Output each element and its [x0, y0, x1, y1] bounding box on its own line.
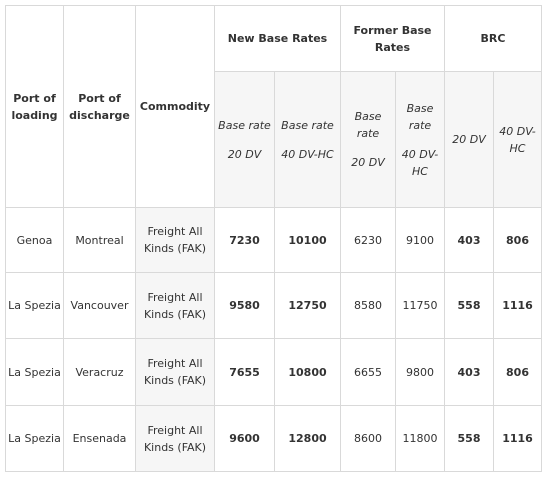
subheader-brc-40dvhc: 40 DV-HC: [494, 72, 542, 208]
cell-former-20dv: 6655: [341, 339, 396, 406]
cell-new-40dvhc: 10100: [275, 208, 341, 273]
header-port-of-loading: Port of loading: [6, 6, 64, 208]
subheader-label: Base rate: [354, 110, 382, 140]
cell-port-of-loading: La Spezia: [6, 406, 64, 472]
cell-port-of-loading: Genoa: [6, 208, 64, 273]
cell-former-20dv: 8580: [341, 273, 396, 339]
cell-port-of-loading: La Spezia: [6, 339, 64, 406]
table-row: [6, 273, 542, 339]
header-port-of-discharge: Port of discharge: [64, 6, 136, 208]
subheader-new-40dvhc: [275, 72, 341, 208]
cell-port-of-discharge: Montreal: [64, 208, 136, 273]
cell-new-20dv: 7230: [215, 208, 275, 273]
cell-brc-40dvhc: 806: [494, 339, 542, 406]
cell-new-20dv: 7655: [215, 339, 275, 406]
subheader-new-20dv: [215, 72, 275, 208]
cell-port-of-discharge: Vancouver: [64, 273, 136, 339]
cell-brc-20dv: 558: [445, 406, 494, 472]
cell-brc-20dv: 558: [445, 273, 494, 339]
cell-new-20dv: 9600: [215, 406, 275, 472]
subheader-unit: 20 DV: [351, 156, 385, 169]
subheader-label: Base rate: [218, 118, 271, 132]
cell-commodity: Freight All Kinds (FAK): [136, 406, 215, 472]
header-former-base-rates: Former Base Rates: [341, 6, 445, 72]
cell-former-40dvhc: 11800: [396, 406, 445, 472]
table-row: [6, 339, 542, 406]
cell-new-40dvhc: 12800: [275, 406, 341, 472]
header-row-top: [6, 6, 542, 72]
cell-brc-20dv: 403: [445, 339, 494, 406]
cell-port-of-discharge: Veracruz: [64, 339, 136, 406]
cell-new-40dvhc: 12750: [275, 273, 341, 339]
cell-brc-40dvhc: 1116: [494, 273, 542, 339]
cell-commodity: Freight All Kinds (FAK): [136, 208, 215, 273]
cell-commodity: Freight All Kinds (FAK): [136, 273, 215, 339]
cell-former-40dvhc: 11750: [396, 273, 445, 339]
cell-port-of-discharge: Ensenada: [64, 406, 136, 472]
subheader-label: Base rate: [281, 118, 334, 132]
subheader-former-40dvhc: [396, 72, 445, 208]
header-new-base-rates: New Base Rates: [215, 6, 341, 72]
cell-brc-40dvhc: 1116: [494, 406, 542, 472]
subheader-unit: 40 DV-HC: [281, 147, 334, 161]
cell-former-40dvhc: 9100: [396, 208, 445, 273]
cell-port-of-loading: La Spezia: [6, 273, 64, 339]
subheader-unit: 20 DV: [227, 147, 262, 161]
cell-commodity: Freight All Kinds (FAK): [136, 339, 215, 406]
cell-new-20dv: 9580: [215, 273, 275, 339]
table-row: [6, 406, 542, 472]
header-brc: BRC: [445, 6, 542, 72]
cell-brc-40dvhc: 806: [494, 208, 542, 273]
cell-new-40dvhc: 10800: [275, 339, 341, 406]
cell-former-40dvhc: 9800: [396, 339, 445, 406]
header-commodity: Commodity: [136, 6, 215, 208]
subheader-unit: 40 DV-HC: [401, 147, 439, 178]
subheader-former-20dv: [341, 72, 396, 208]
cell-former-20dv: 8600: [341, 406, 396, 472]
table-row: [6, 208, 542, 273]
cell-brc-20dv: 403: [445, 208, 494, 273]
subheader-brc-20dv: 20 DV: [445, 72, 494, 208]
cell-former-20dv: 6230: [341, 208, 396, 273]
rates-table: [5, 5, 542, 472]
subheader-label: Base rate: [406, 101, 434, 132]
